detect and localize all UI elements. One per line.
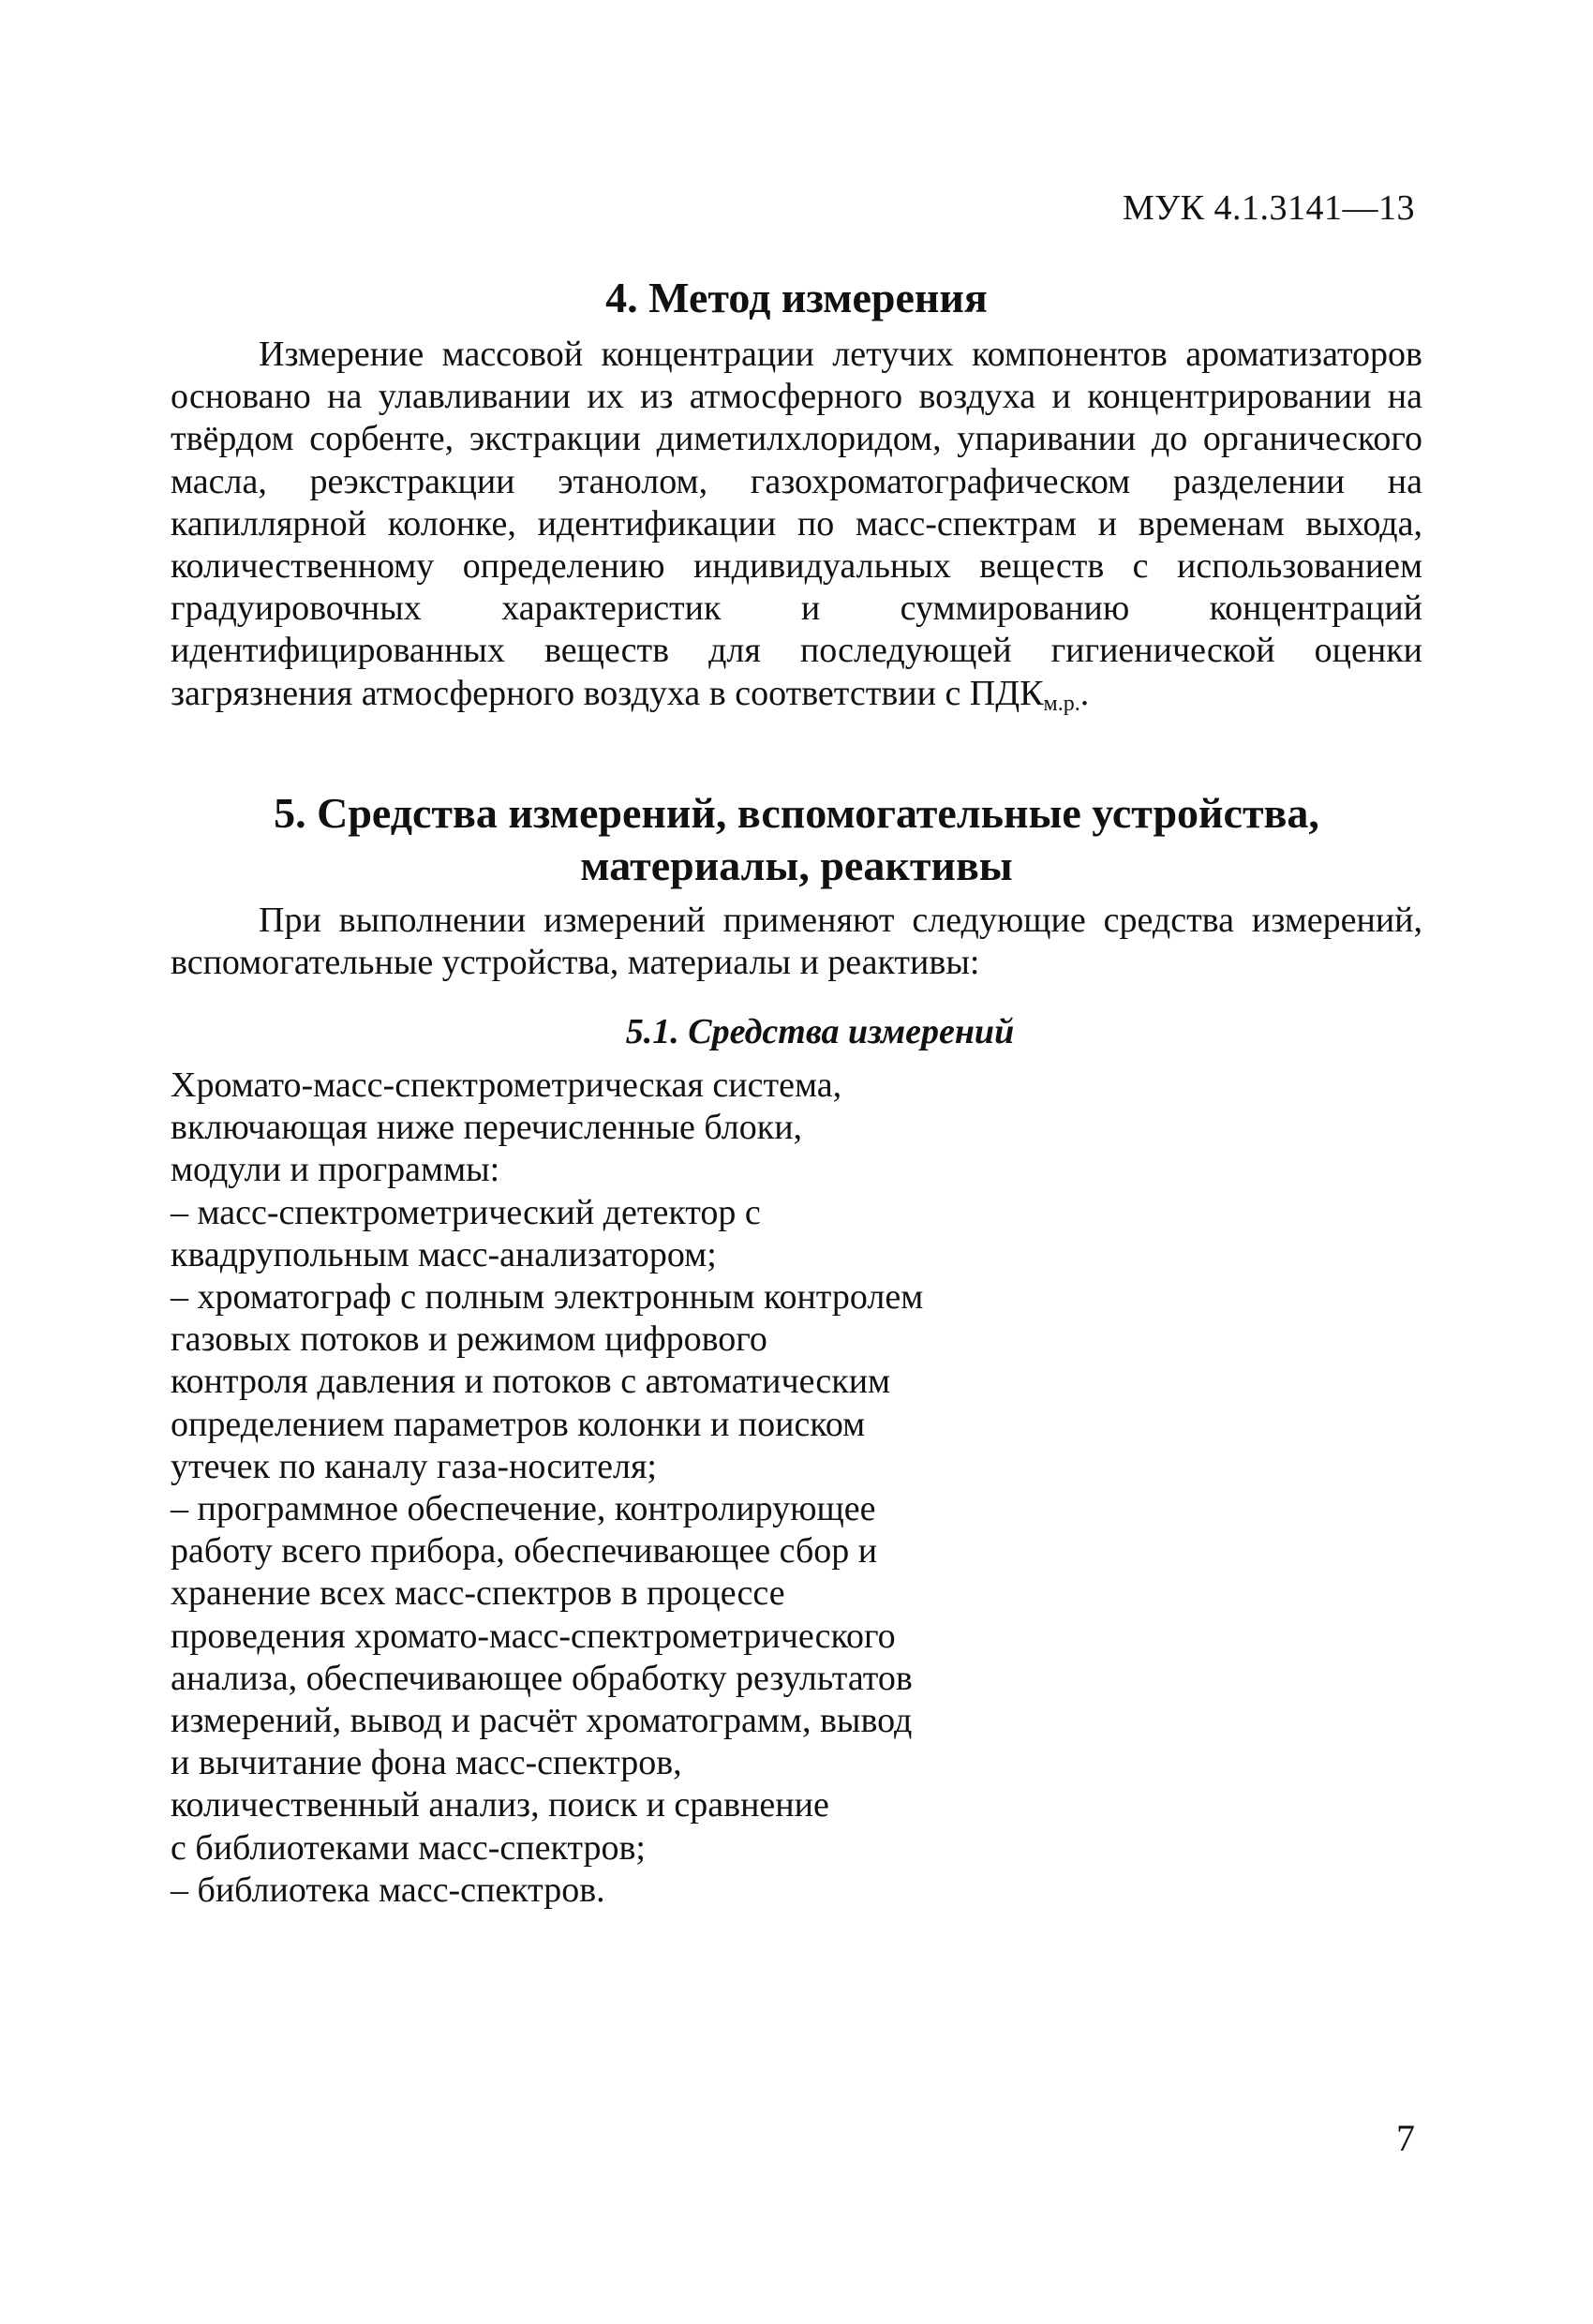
section-4-title: 4. Метод измерения <box>605 274 988 321</box>
section-5-intro: При выполнении измерений применяют следующие средства измерений, вспомогательные устройства, материалы и реактивы: <box>171 901 1422 983</box>
subsection-5-1-title <box>169 1010 1424 1053</box>
list-line: – масс-спектрометрический детектор с <box>171 1192 761 1232</box>
section-5-title <box>169 787 1424 892</box>
list-line: и вычитание фона масс-спектров, <box>171 1743 682 1783</box>
list-line: квадрупольным масс-анализатором; <box>171 1234 717 1274</box>
list-line: анализа, обеспечивающее обработку результатов <box>171 1658 913 1698</box>
list-line: количественный анализ, поиск и сравнение <box>171 1785 829 1825</box>
list-line: – библиотека масс-спектров. <box>171 1870 605 1910</box>
section-4-end-punct: . <box>1079 673 1090 713</box>
list-line: определением параметров колонки и поиском <box>171 1404 866 1444</box>
list-line: утечек по каналу газа-носителя; <box>171 1446 657 1486</box>
list-line: Хромато-масс-спектрометрическая система, <box>171 1065 842 1105</box>
page-number: 7 <box>1396 2117 1415 2159</box>
section-4-text: Измерение массовой концентрации летучих компонентов ароматизаторов основано на улавливании их из атмосферного воздуха и концентрировании на твёрдом сорбенте, экстракции диметилхлоридом, упаривании до органического масла, реэкстракции этанолом, газохроматографическом разделении на капиллярной колонке, идентификации по масс-спектрам и временам выхода, количественному определению индивидуальных веществ с использованием градуировочных характеристик и суммированию концентраций идентифицированных веществ для последующей гигиенической оценки загрязнения атмосферного воздуха в соответствии с ПДК <box>171 335 1422 713</box>
pdk-subscript: м.р. <box>1043 691 1080 716</box>
section-4-body <box>171 334 1422 715</box>
list-line: включающая ниже перечисленные блоки, <box>171 1108 803 1148</box>
list-line: газовых потоков и режимом цифрового <box>171 1319 767 1360</box>
list-line: – программное обеспечение, контролирующее <box>171 1489 876 1529</box>
section-5-title-line-1: 5. Средства измерений, вспомогательные устройства, <box>274 789 1319 837</box>
list-line: контроля давления и потоков с автоматическим <box>171 1362 891 1402</box>
list-line: хранение всех масс-спектров в процессе <box>171 1573 785 1614</box>
list-line: проведения хромато-масс-спектрометрического <box>171 1616 896 1656</box>
list-line: работу всего прибора, обеспечивающее сбор и <box>171 1531 878 1572</box>
measurement-means-list <box>171 1065 1014 1912</box>
section-5-title-line-2: материалы, реактивы <box>580 842 1013 889</box>
list-line: – хроматограф с полным электронным контролем <box>171 1277 924 1318</box>
subsection-5-1-title-text: 5.1. Средства измерений <box>625 1012 1015 1051</box>
list-line: модули и программы: <box>171 1150 500 1190</box>
document-code: МУК 4.1.3141—13 <box>1122 188 1415 228</box>
list-line: с библиотеками масс-спектров; <box>171 1827 646 1868</box>
list-line: измерений, вывод и расчёт хроматограмм, вывод <box>171 1701 913 1741</box>
